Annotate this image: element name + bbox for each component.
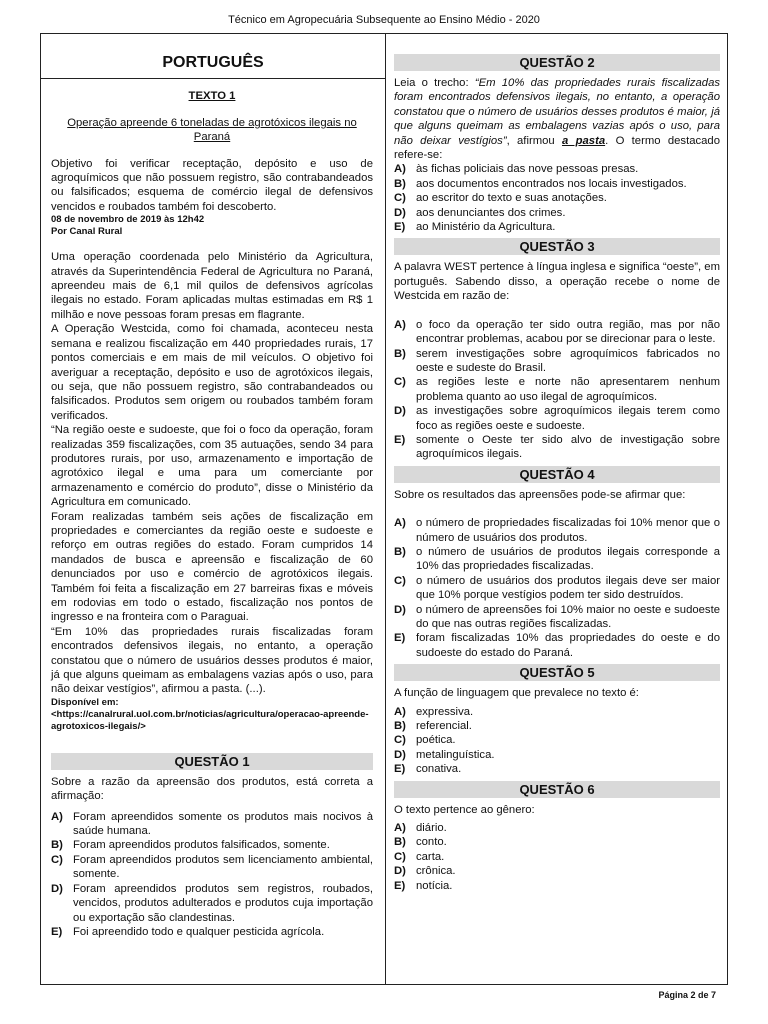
- article-title: Operação apreende 6 toneladas de agrotóxicos ilegais no Paraná: [67, 116, 357, 144]
- option-e: E) Foi apreendido todo e qualquer pesticida agrícola.: [51, 925, 325, 938]
- option-c: C) poética.: [394, 734, 456, 747]
- option-e: E) foram fiscalizadas 10% das propriedades do oeste e do sudoeste do estado do Paraná.: [394, 632, 720, 659]
- article-paragraph: “Na região oeste e sudoeste, que foi o foco da operação, foram realizadas 359 fiscalizações, com 35 autuações, sendo 34 para produtores rurais, por uso, armazenamento e importação de agrotóxico ilegal e uma para um comerciante por armazenamento e comércio do produto”, disse o Ministério da Agricultura em comunicado.: [51, 424, 373, 509]
- left-column: [51, 34, 373, 939]
- question-1-title: QUESTÃO 1: [51, 753, 373, 770]
- exam-frame: [40, 33, 728, 985]
- option-c: C) as regiões leste e norte não apresentarem nenhum problema quanto ao uso ilegal de agroquímicos.: [394, 376, 720, 403]
- subject-title: PORTUGUÊS: [41, 56, 385, 79]
- option-e: E) somente o Oeste ter sido alvo de investigação sobre agroquímicos ilegais.: [394, 433, 720, 461]
- option-e: E) conativa.: [394, 763, 462, 776]
- column-divider: [385, 34, 386, 984]
- question-4-options: [394, 516, 720, 660]
- option-d: D) Foram apreendidos produtos sem registros, roubados, vencidos, produtos adulterados e produtos cuja importação ou exportação são clandestinas.: [51, 882, 373, 924]
- option-b: B) o número de usuários de produtos ilegais corresponde a 10% das propriedades fiscalizadas.: [394, 545, 720, 573]
- option-a: A) o foco da operação ter sido outra região, mas por não encontrar problemas, acabou por se direcionar para o leste.: [394, 318, 720, 346]
- texto-label: TEXTO 1: [188, 90, 236, 103]
- page-number: Página 2 de 7: [658, 990, 716, 1000]
- source-citation: Disponível em: <https://canalrural.uol.com.br/noticias/agricultura/operacao-apreende-agrotoxicos-ilegais/>: [51, 696, 369, 732]
- article-paragraph: “Em 10% das propriedades rurais fiscalizadas foram encontrados defensivos ilegais, no entanto, a operação constatou que o número de usuários desses produtos é maior, já que alguns queimam as embalagens vazias após o uso, para não deixar vestígios”, afirmou a pasta. (...).: [51, 625, 373, 696]
- option-d: D) aos denunciantes dos crimes.: [394, 206, 566, 219]
- option-b: B) serem investigações sobre agroquímicos fabricados no oeste e sudeste do Brasil.: [394, 347, 720, 374]
- option-d: D) crônica.: [394, 865, 456, 878]
- page-header: Técnico em Agropecuária Subsequente ao Ensino Médio - 2020: [228, 14, 540, 26]
- option-a: A) Foram apreendidos somente os produtos mais nocivos à saúde humana.: [51, 810, 373, 838]
- question-4-title: QUESTÃO 4: [394, 466, 720, 483]
- option-e: E) notícia.: [394, 879, 453, 892]
- option-d: D) metalinguística.: [394, 748, 495, 761]
- option-b: B) conto.: [394, 836, 447, 849]
- question-6-title: QUESTÃO 6: [394, 781, 720, 798]
- question-5-options: [394, 705, 720, 777]
- highlighted-term: a pasta: [562, 134, 606, 147]
- byline: Por Canal Rural: [51, 226, 123, 238]
- right-column: [394, 34, 720, 893]
- question-2-options: [394, 162, 720, 234]
- option-a: A) expressiva.: [394, 705, 474, 718]
- question-1-options: [51, 810, 373, 940]
- question-5-title: QUESTÃO 5: [394, 664, 720, 681]
- question-6-options: [394, 821, 720, 893]
- option-a: A) o número de propriedades fiscalizadas foi 10% menor que o número de usuários dos produtos.: [394, 517, 720, 544]
- article-paragraph: Foram realizadas também seis ações de fiscalização em propriedades e comerciantes da região oeste e sudoeste e reforço em outras regiões do estado. Foram cumpridos 14 mandados de busca e apreensão e fiscalização de 60 denunciados por uso e comércio de agrotóxicos ilegais. Também foi feita a fiscalização em 27 barreiras fixas e móveis em rodovias em todo o estado, fiscalização nos pontos de ingresso e na fronteira com o Paraguai.: [51, 510, 373, 624]
- question-2-stem: Leia o trecho: “Em 10% das propriedades rurais fiscalizadas foram encontrados defensivos ilegais, no entanto, a operação constatou que o número de usuários desses produtos é maior, já que alguns queimam as embalagens vazias após o uso, para não deixar vestígios”, afirmou a pasta. O termo destacado refere-se:: [394, 77, 721, 162]
- option-c: C) carta.: [394, 850, 445, 863]
- article-paragraph: Uma operação coordenada pelo Ministério da Agricultura, através da Superintendência Federal de Agricultura no Paraná, apreendeu mais de 6,1 mil quilos de defensivos agrícolas ilegais no estado. Foram aplicadas multas estimadas em R$ 1 milhão e nove pessoas foram presas em flagrante.: [51, 251, 373, 321]
- option-e: E) ao Ministério da Agricultura.: [394, 221, 556, 234]
- dateline: 08 de novembro de 2019 às 12h42: [51, 214, 205, 226]
- option-a: A) diário.: [394, 822, 447, 835]
- option-a: A) às fichas policiais das nove pessoas presas.: [394, 163, 639, 176]
- option-b: B) referencial.: [394, 720, 472, 733]
- option-c: C) o número de usuários dos produtos ilegais deve ser maior que 10% porque vestígios podem ter sido destruídos.: [394, 574, 720, 602]
- question-1-stem: Sobre a razão da apreensão dos produtos, está correta a afirmação:: [51, 775, 373, 803]
- question-6-stem: O texto pertence ao gênero:: [394, 803, 535, 816]
- option-c: C) ao escritor do texto e suas anotações.: [394, 192, 607, 205]
- option-d: D) as investigações sobre agroquímicos ilegais terem como foco as regiões oeste e sudoeste.: [394, 405, 720, 432]
- article-lead: Objetivo foi verificar receptação, depósito e uso de agroquímicos que não possuem registro, são contrabandeados ou falsificados; esquema de comércio ilegal de defensivos vencidos e roubados também foi descoberto.: [51, 157, 373, 213]
- option-d: D) o número de apreensões foi 10% maior no oeste e sudoeste do que nas outras regiões fiscalizadas.: [394, 603, 720, 630]
- question-2-title: QUESTÃO 2: [394, 54, 720, 71]
- option-b: B) aos documentos encontrados nos locais investigados.: [394, 177, 687, 190]
- article-paragraph: A Operação Westcida, como foi chamada, aconteceu nesta semana e realizou fiscalização em 440 propriedades rurais, 17 pontos comerciais e em mais de mil veículos. O objetivo foi averiguar a receptação, depósito e uso de agrotóxicos ilegais, ou seja, que não possuem registro, são contrabandeados ou falsificados. Produtos sem origem ou roubados também foram verificados.: [51, 323, 373, 422]
- question-3-title: QUESTÃO 3: [394, 238, 720, 255]
- question-5-stem: A função de linguagem que prevalece no texto é:: [394, 687, 639, 700]
- option-c: C) Foram apreendidos produtos sem licenciamento ambiental, somente.: [51, 853, 373, 881]
- question-3-options: [394, 318, 720, 462]
- question-3-stem: A palavra WEST pertence à língua inglesa e significa “oeste”, em português. Sabendo disso, a operação recebe o nome de Westcida em razão de:: [394, 261, 720, 303]
- question-4-stem: Sobre os resultados das apreensões pode-se afirmar que:: [394, 488, 686, 501]
- option-b: B) Foram apreendidos produtos falsificados, somente.: [51, 839, 330, 852]
